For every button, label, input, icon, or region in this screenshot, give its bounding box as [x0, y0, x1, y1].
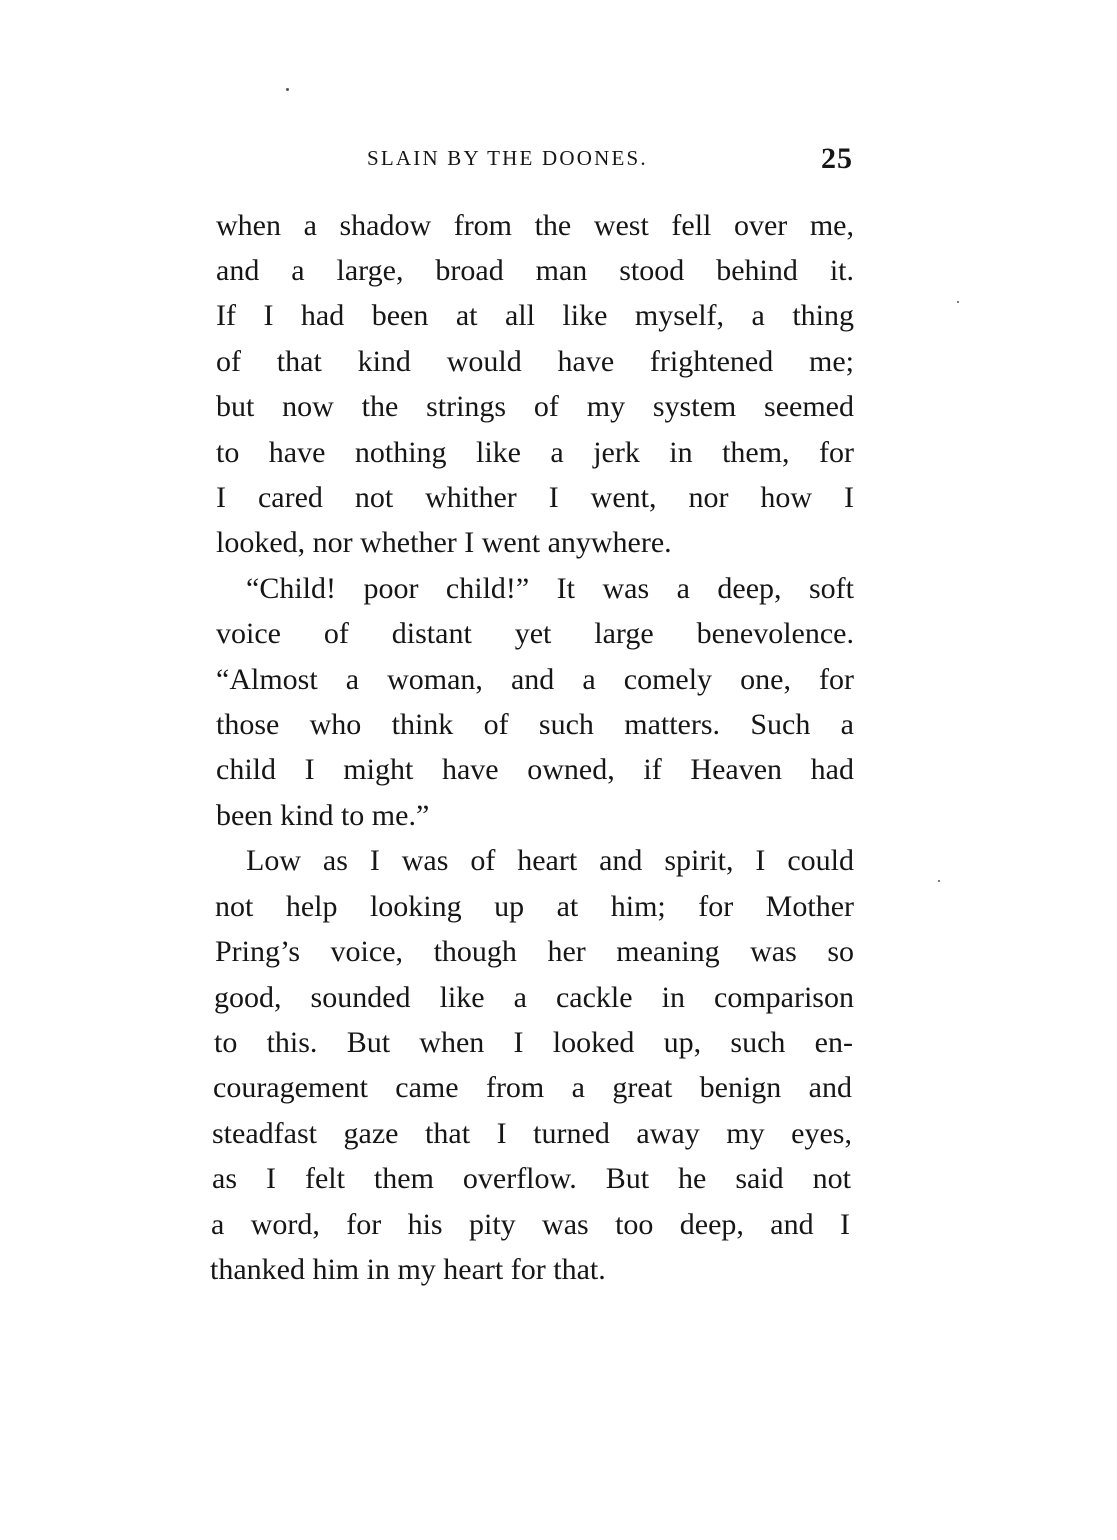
text-line: Pring’s voice, though her meaning was so	[215, 935, 854, 968]
text-line: “Child! poor child!” It was a deep, soft	[246, 572, 854, 605]
text-line: If I had been at all like myself, a thing	[216, 299, 854, 332]
text-line: child I might have owned, if Heaven had	[216, 753, 854, 786]
text-line: but now the strings of my system seemed	[216, 390, 854, 423]
text-line: of that kind would have frightened me;	[216, 345, 854, 378]
text-line: looked, nor whether I went anywhere.	[216, 526, 672, 559]
text-line: when a shadow from the west fell over me,	[216, 209, 854, 242]
page-number: 25	[821, 142, 853, 175]
text-line: a word, for his pity was too deep, and I	[211, 1208, 850, 1241]
text-line: not help looking up at him; for Mother	[215, 890, 854, 923]
text-line: to this. But when I looked up, such en-	[214, 1026, 853, 1059]
text-line: Low as I was of heart and spirit, I could	[246, 844, 854, 877]
text-line: to have nothing like a jerk in them, for	[216, 436, 854, 469]
text-line: thanked him in my heart for that.	[210, 1253, 606, 1286]
text-line: steadfast gaze that I turned away my eyes,	[212, 1117, 852, 1150]
running-title: SLAIN BY THE DOONES.	[367, 146, 648, 170]
text-line: those who think of such matters. Such a	[216, 708, 854, 741]
text-line: good, sounded like a cackle in comparison	[214, 981, 854, 1014]
text-line: I cared not whither I went, nor how I	[216, 481, 854, 514]
text-line: “Almost a woman, and a comely one, for	[216, 663, 854, 696]
text-line: couragement came from a great benign and	[213, 1071, 852, 1104]
text-line: voice of distant yet large benevolence.	[216, 617, 854, 650]
text-line: been kind to me.”	[216, 799, 430, 832]
text-line: as I felt them overflow. But he said not	[212, 1162, 851, 1195]
text-line: and a large, broad man stood behind it.	[216, 254, 854, 287]
